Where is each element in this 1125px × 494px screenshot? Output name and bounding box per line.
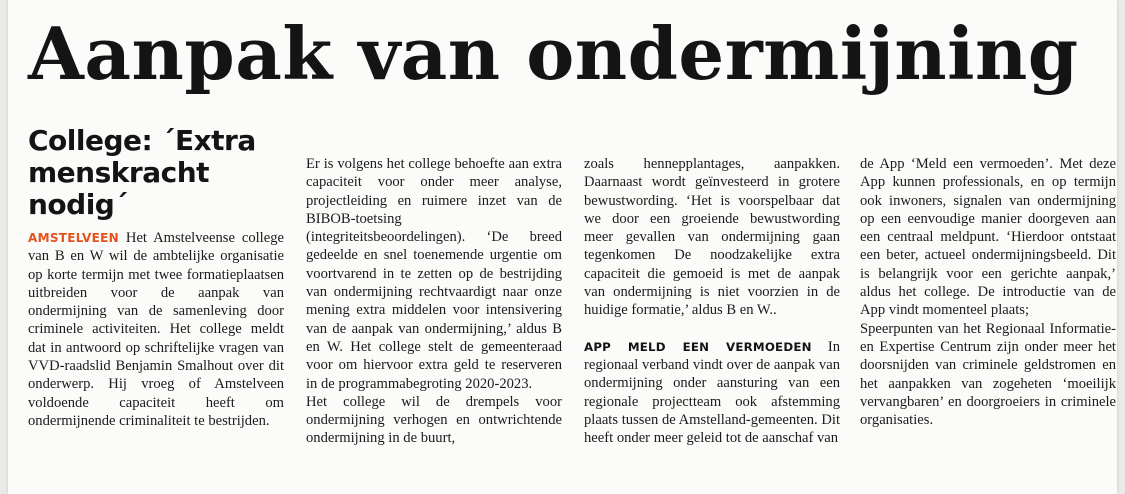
article-subhead: College: ´Extra menskracht nodig´ [28, 124, 256, 221]
body-text: Het Amstelveense college van B en W wil de ambtelijke organisatie op korte termijn met twee formatieplaatsen uitbreiden voor de aanpak van ondermijning van de samenleving door criminele activiteiten. Het college meldt dat in antwoord op schriftelijke vragen van VVD-raadslid Benjamin Smalhout over dit onderwerp. Hij vroeg of Amstelveen voldoende capaciteit heeft om ondermijnende criminaliteit te bestrijden. [28, 230, 284, 429]
article-column-1 [28, 125, 284, 430]
dateline: AMSTELVEEN [28, 231, 119, 245]
body-text: In regionaal verband vindt over de aanpak van ondermijning onder aansturing van een regionale projectteam ook afstemming plaats tussen de Amstelland-gemeenten. Dit heeft onder meer geleid tot de aanschaf van [584, 338, 840, 447]
article-paragraph [584, 338, 840, 448]
newspaper-clipping [8, 0, 1117, 494]
article-paragraph: Het college wil de drempels voor ondermijning verhogen en ontwrichtende ondermijning in de buurt, [306, 393, 562, 447]
article-column-4 [860, 155, 1116, 429]
paragraph-gap [584, 320, 840, 338]
article-column-3 [584, 155, 840, 447]
article-column-2 [306, 155, 562, 448]
intertitle: APP MELD EEN VERMOEDEN [584, 339, 812, 354]
article-paragraph: Er is volgens het college behoefte aan extra capaciteit voor onder meer analyse, projectleiding en ruimere inzet van de BIBOB-toetsing (integriteitsbeoordelingen). ‘De breed gedeelde en snel toenemende urgentie om voortvarend in te zetten op de bestrijding van ondermijning rechtvaardigt naar onze mening extra middelen voor intensivering van de aanpak van ondermijning,’ aldus B en W. Het college stelt de gemeenteraad voor om hiervoor extra geld te reserveren in de programmabegroting 2020-2023. [306, 156, 562, 392]
article-paragraph: Speerpunten van het Regionaal Informatie- en Expertise Centrum zijn onder meer het doorsnijden van criminele geldstromen en het aanpakken van zogeheten ‘moeilijk vervangbaren’ en doorgroeiers in criminele organisaties. [860, 320, 1116, 429]
article-paragraph [28, 229, 284, 430]
article-paragraph: zoals hennepplantages, aanpakken. Daarnaast wordt geïnvesteerd in grotere bewustwording. ‘Het is voorspelbaar dat we door een groeiende bewustwording meer gevallen van ondermijning gaan tegenkomen De noodzakelijke extra capaciteit die gemoeid is met de aanpak van ondermijning is niet voorzien in de huidige formatie,’ aldus B en W.. [584, 156, 840, 319]
article-headline: Aanpak van ondermijning [28, 11, 1079, 96]
article-paragraph: de App ‘Meld een vermoeden’. Met deze App kunnen professionals, en op termijn ook inwoners, signalen van ondermijning op een eenvoudige manier doorgeven aan een centraal meldpunt. ‘Hierdoor ontstaat een beter, actueel ondermijningsbeeld. Dit is belangrijk voor een gerichte aanpak,’ aldus het college. De introductie van de App vindt momenteel plaats; [860, 156, 1116, 319]
